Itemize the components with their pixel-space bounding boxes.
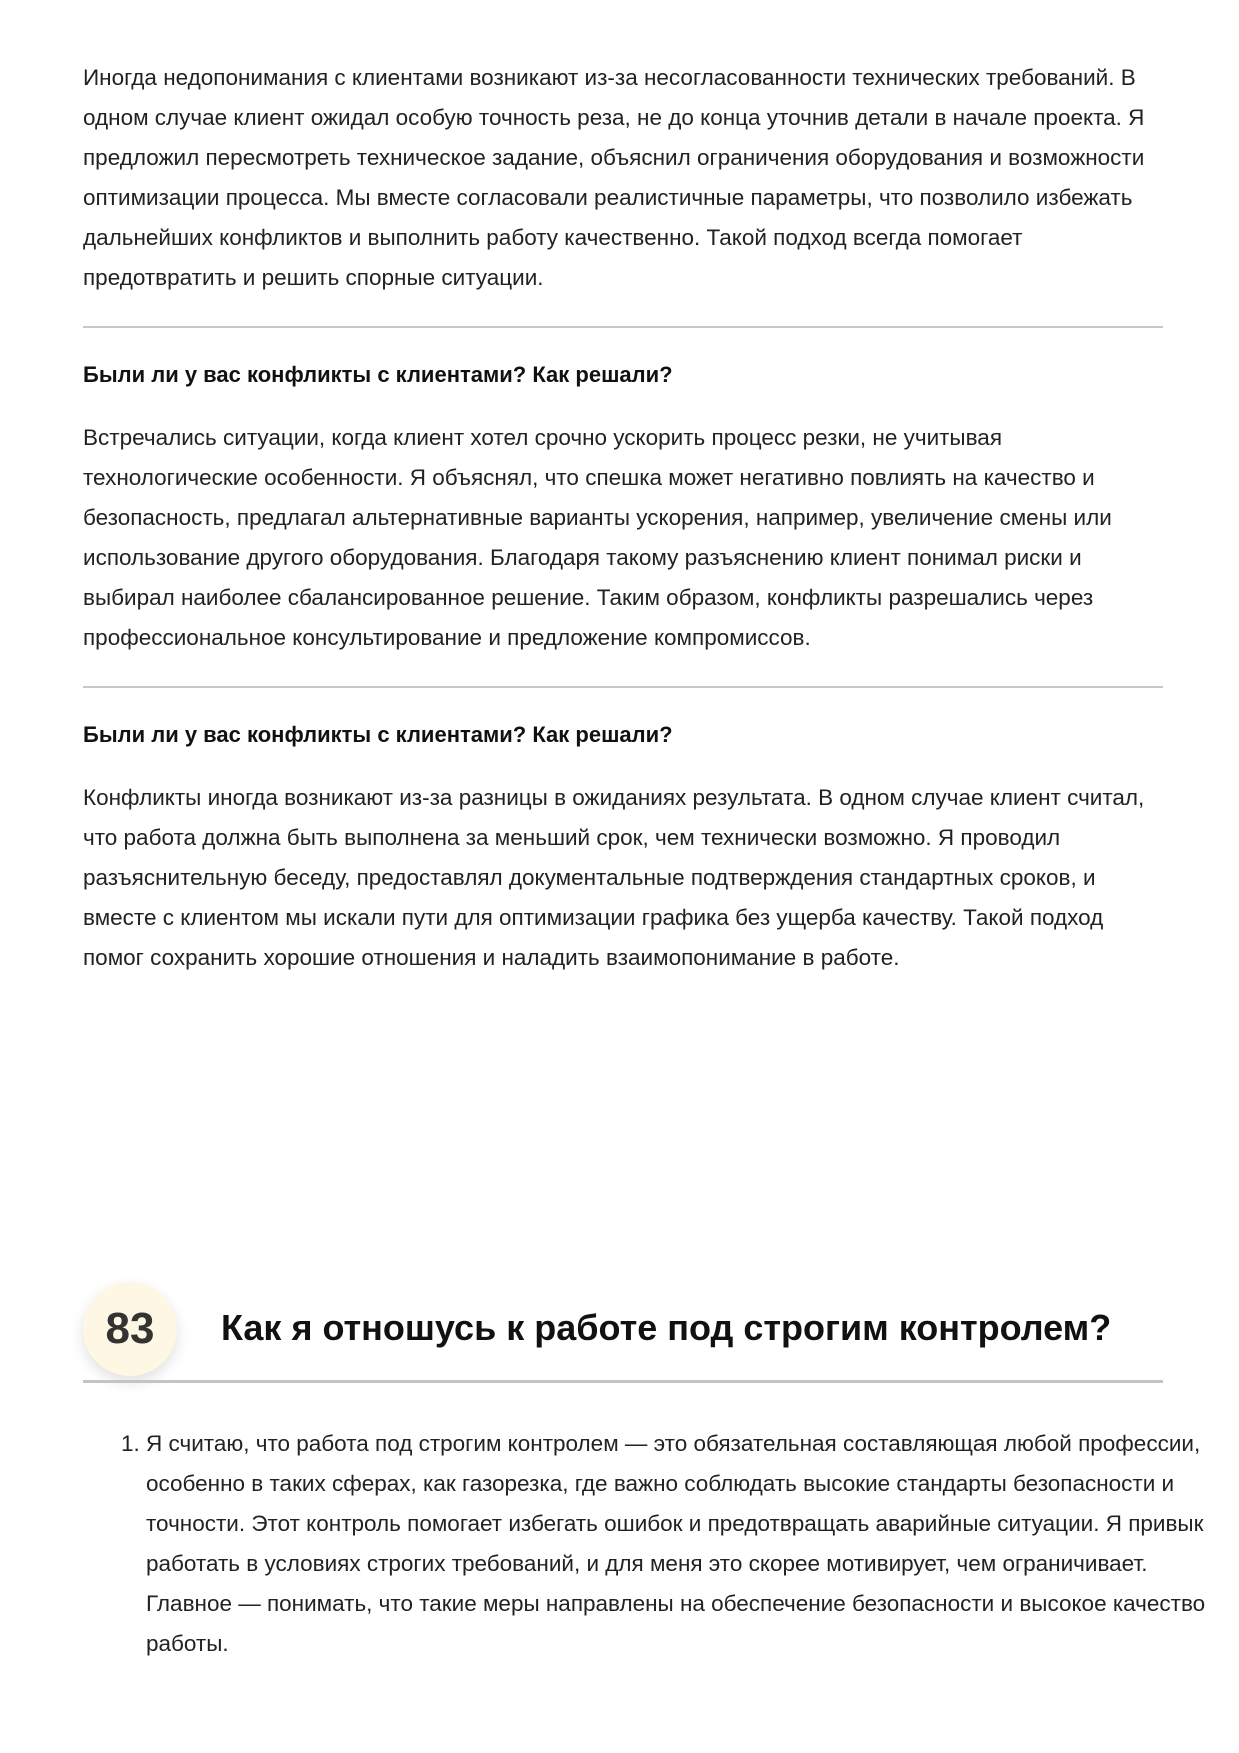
answer-text: Встречались ситуации, когда клиент хотел срочно ускорить процесс резки, не учитывая технологические особенности. Я объяснял, что спешка может негативно повлиять на качество и безопасность, предлагал альтернативные варианты ускорения, например, увеличение смены или использование другого оборудования. Благодаря такому разъяснению клиент понимал риски и выбирал наиболее сбалансированное решение. Таким образом, конфликты разрешались через профессиональное консультирование и предложение компромиссов. (83, 425, 1112, 650)
section-title: Как я отношусь к работе под строгим контролем? (221, 1307, 1112, 1348)
section-header (83, 1282, 1163, 1382)
section-number-badge: 83 (83, 1282, 177, 1376)
question-heading: Были ли у вас конфликты с клиентами? Как решали? (83, 362, 673, 387)
section-divider (83, 1380, 1163, 1383)
list-item: 1. Я считаю, что работа под строгим контролем — это обязательная составляющая любой профессии, особенно в таких сферах, как газорезка, где важно соблюдать высокие стандарты безопасности и точности. Этот контроль помогает избегать ошибок и предотвращать аварийные ситуации. Я привык работать в условиях строгих требований, и для меня это скорее мотивирует, чем ограничивает. Главное — понимать, что такие меры направлены на обеспечение безопасности и высокое качество работы. (146, 1424, 1226, 1664)
divider (83, 686, 1163, 688)
answer-list (83, 1424, 1226, 1664)
question-heading: Были ли у вас конфликты с клиентами? Как решали? (83, 722, 673, 747)
divider (83, 326, 1163, 328)
answer-text: Конфликты иногда возникают из-за разницы в ожиданиях результата. В одном случае клиент считал, что работа должна быть выполнена за меньший срок, чем технически возможно. Я проводил разъяснительную беседу, предоставлял документальные подтверждения стандартных сроков, и вместе с клиентом мы искали пути для оптимизации графика без ущерба качеству. Такой подход помог сохранить хорошие отношения и наладить взаимопонимание в работе. (83, 785, 1145, 970)
answer-text: Иногда недопонимания с клиентами возникают из-за несогласованности технических требований. В одном случае клиент ожидал особую точность реза, не до конца уточнив детали в начале проекта. Я предложил пересмотреть техническое задание, объяснил ограничения оборудования и возможности оптимизации процесса. Мы вместе согласовали реалистичные параметры, что позволило избежать дальнейших конфликтов и выполнить работу качественно. Такой подход всегда помогает предотвратить и решить спорные ситуации. (83, 65, 1145, 290)
qa-list (83, 58, 1163, 978)
